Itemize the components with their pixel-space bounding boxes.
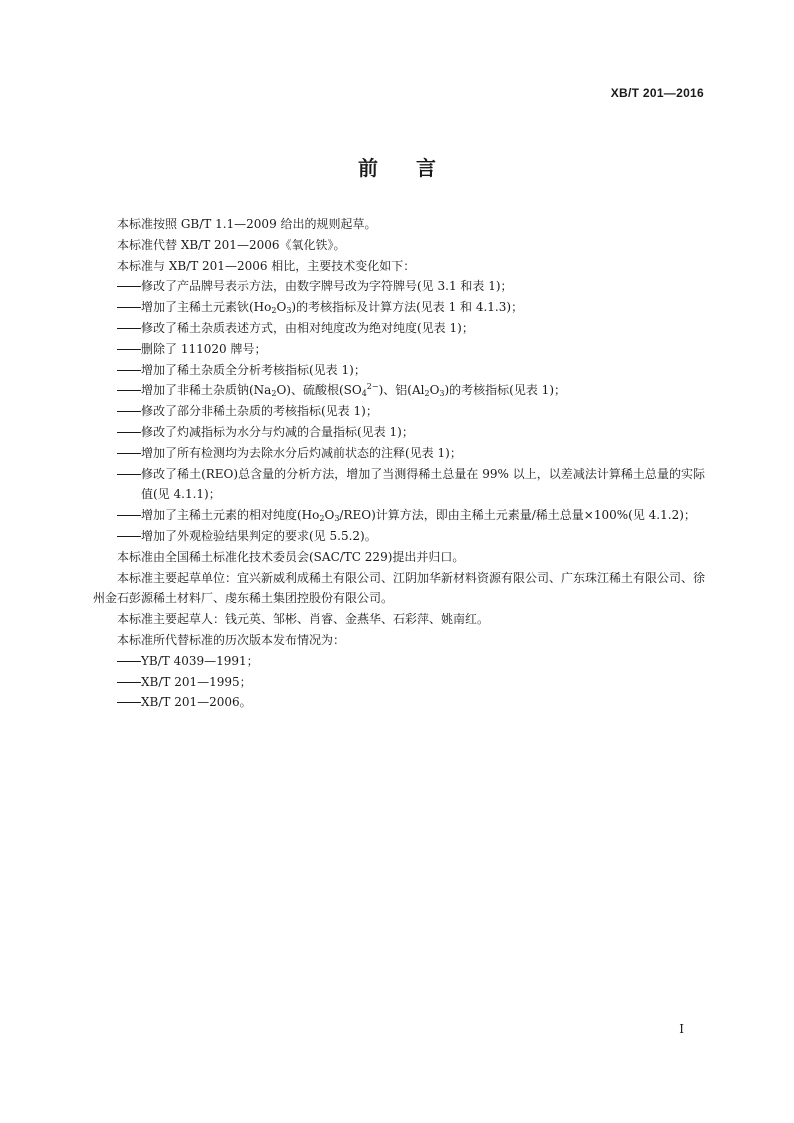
page-number: I [679, 1022, 684, 1036]
change-item: 增加了外观检验结果判定的要求(见 5.5.2)。 [93, 526, 705, 547]
dash-mark [117, 682, 141, 683]
paragraph: 本标准代替 XB/T 201—2006《氧化铁》。 [117, 237, 346, 252]
dash-mark [117, 536, 141, 537]
change-item: 修改了稀土杂质表述方式，由相对纯度改为绝对纯度(见表 1)； [93, 318, 705, 339]
paragraph: 本标准按照 GB/T 1.1—2009 给出的规则起草。 [117, 217, 377, 231]
dash-mark [117, 349, 141, 350]
paragraph: 本标准主要起草人：钱元英、邹彬、肖睿、金燕华、石彩萍、姚南红。 [117, 612, 490, 627]
history-item: YB/T 4039—1991； [93, 651, 705, 672]
change-item: 删除了 111020 牌号； [93, 339, 705, 360]
change-item: 增加了主稀土元素钬$(Ho_2O_3)$的考核指标及计算方法(见表 1 和 4.1.3)； [93, 297, 705, 318]
dash-mark [117, 515, 141, 516]
dash-mark [117, 390, 141, 391]
change-item: 增加了稀土杂质全分析考核指标(见表 1)； [93, 360, 705, 381]
dash-mark [117, 370, 141, 371]
dash-mark [117, 661, 141, 662]
dash-mark [117, 453, 141, 454]
change-item: 修改了灼减指标为水分与灼减的合量指标(见表 1)； [93, 422, 705, 443]
page-title: 前言 [358, 156, 474, 180]
history-item: XB/T 201—1995； [93, 672, 705, 693]
change-item: 增加了非稀土杂质钠$(Na_2O)$、硫酸根$(SO_4^{2-})$、铝$(Al_2O_3)$的考核指标(见表 1)； [93, 380, 705, 401]
document-body [93, 214, 705, 713]
change-item: 修改了稀土(REO)总含量的分析方法，增加了当测得稀土总量在 99% 以上，以差减法计算稀土总量的实际值(见 4.1.1)； [93, 464, 705, 506]
change-item: 修改了产品牌号表示方法，由数字牌号改为字符牌号(见 3.1 和表 1)； [93, 276, 705, 297]
history-item: XB/T 201—2006。 [93, 692, 705, 713]
change-item: 修改了部分非稀土杂质的考核指标(见表 1)； [93, 401, 705, 422]
dash-mark [117, 474, 141, 475]
dash-mark [117, 702, 141, 703]
paragraph: 本标准主要起草单位：宜兴新威利成稀土有限公司、江阴加华新材料资源有限公司、广东珠江稀土有限公司、徐州金石彭源稀土材料厂、虔东稀土集团控股份有限公司。 [93, 570, 706, 606]
dash-mark [117, 328, 141, 329]
paragraph: 本标准与 XB/T 201—2006 相比，主要技术变化如下： [117, 258, 416, 273]
standard-code: XB/T 201—2016 [610, 86, 704, 100]
paragraph: 本标准由全国稀土标准化技术委员会(SAC/TC 229)提出并归口。 [117, 549, 465, 564]
paragraph: 本标准所代替标准的历次版本发布情况为： [117, 632, 346, 647]
dash-mark [117, 432, 141, 433]
change-item: 增加了所有检测均为去除水分后灼减前状态的注释(见表 1)； [93, 443, 705, 464]
dash-mark [117, 411, 141, 412]
change-item: 增加了主稀土元素的相对纯度$(Ho_2O_3/REO)$计算方法，即由主稀土元素量/稀土总量×100%(见 4.1.2)； [93, 505, 705, 526]
dash-mark [117, 286, 141, 287]
dash-mark [117, 307, 141, 308]
